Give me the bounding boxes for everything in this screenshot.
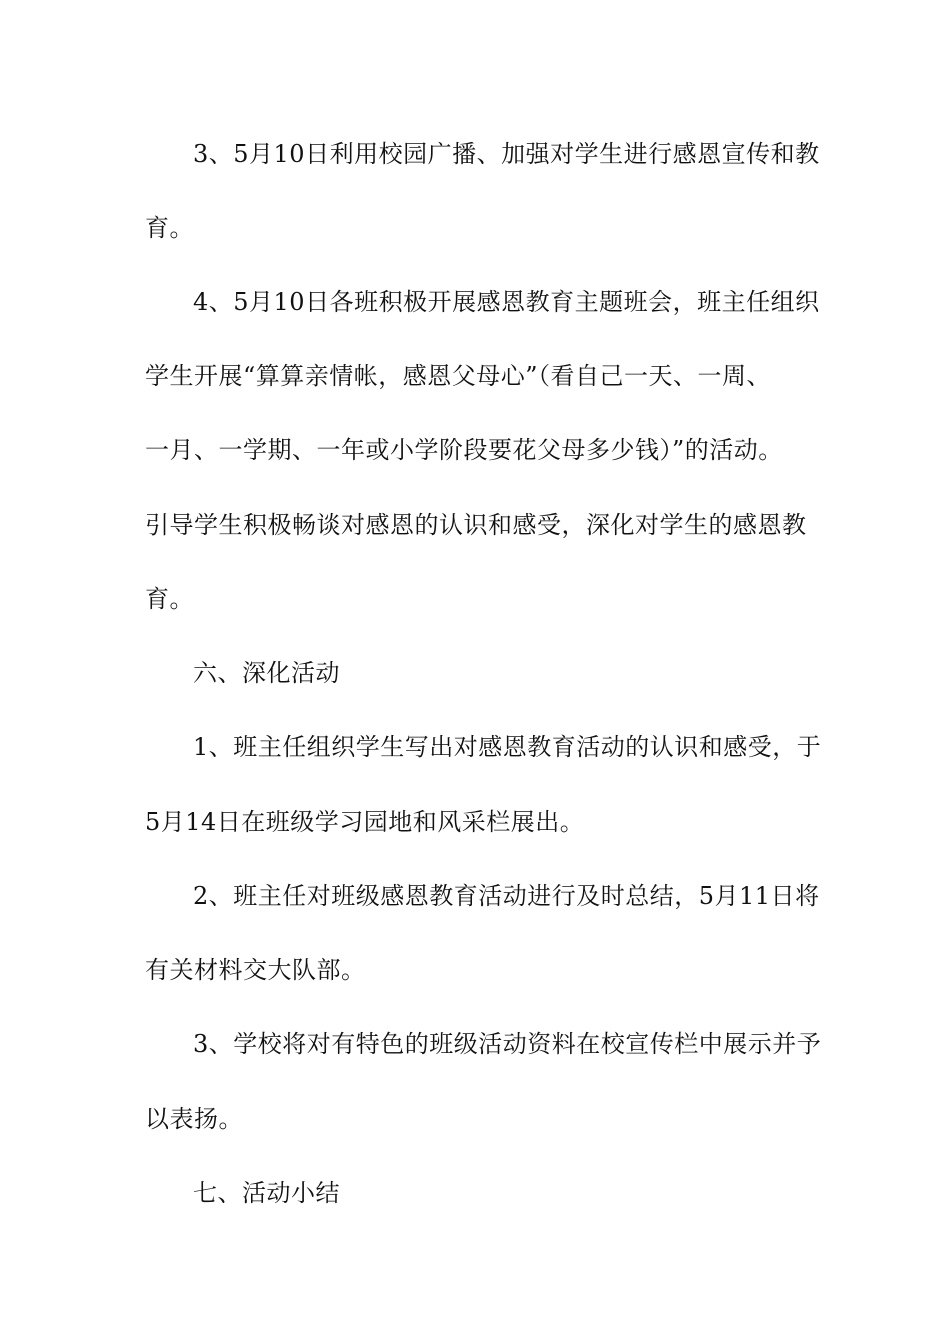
paragraph-line: 引导学生积极畅谈对感恩的认识和感受，深化对学生的感恩教: [145, 511, 807, 539]
paragraph-line: 3、学校将对有特色的班级活动资料在校宣传栏中展示并予: [193, 1030, 822, 1058]
paragraph-line: 一月、一学期、一年或小学阶段要花父母多少钱）”的活动。: [145, 436, 783, 464]
section-heading: 六、深化活动: [193, 659, 340, 687]
paragraph-line: 1、班主任组织学生写出对感恩教育活动的认识和感受，于: [193, 733, 822, 761]
paragraph-line: 学生开展“算算亲情帐，感恩父母心”（看自己一天、一周、: [145, 362, 772, 390]
paragraph-line: 育。: [145, 214, 194, 242]
paragraph-line: 有关材料交大队部。: [145, 956, 366, 984]
paragraph-line: 以表扬。: [145, 1105, 243, 1133]
section-heading: 七、活动小结: [193, 1179, 340, 1207]
paragraph-line: 2、班主任对班级感恩教育活动进行及时总结，5月11日将: [193, 882, 820, 910]
paragraph-line: 育。: [145, 585, 194, 613]
paragraph-line: 4、5月10日各班积极开展感恩教育主题班会，班主任组织: [193, 288, 820, 316]
paragraph-line: 3、5月10日利用校园广播、加强对学生进行感恩宣传和教: [193, 140, 820, 168]
paragraph-line: 5月14日在班级学习园地和风采栏展出。: [145, 808, 585, 836]
